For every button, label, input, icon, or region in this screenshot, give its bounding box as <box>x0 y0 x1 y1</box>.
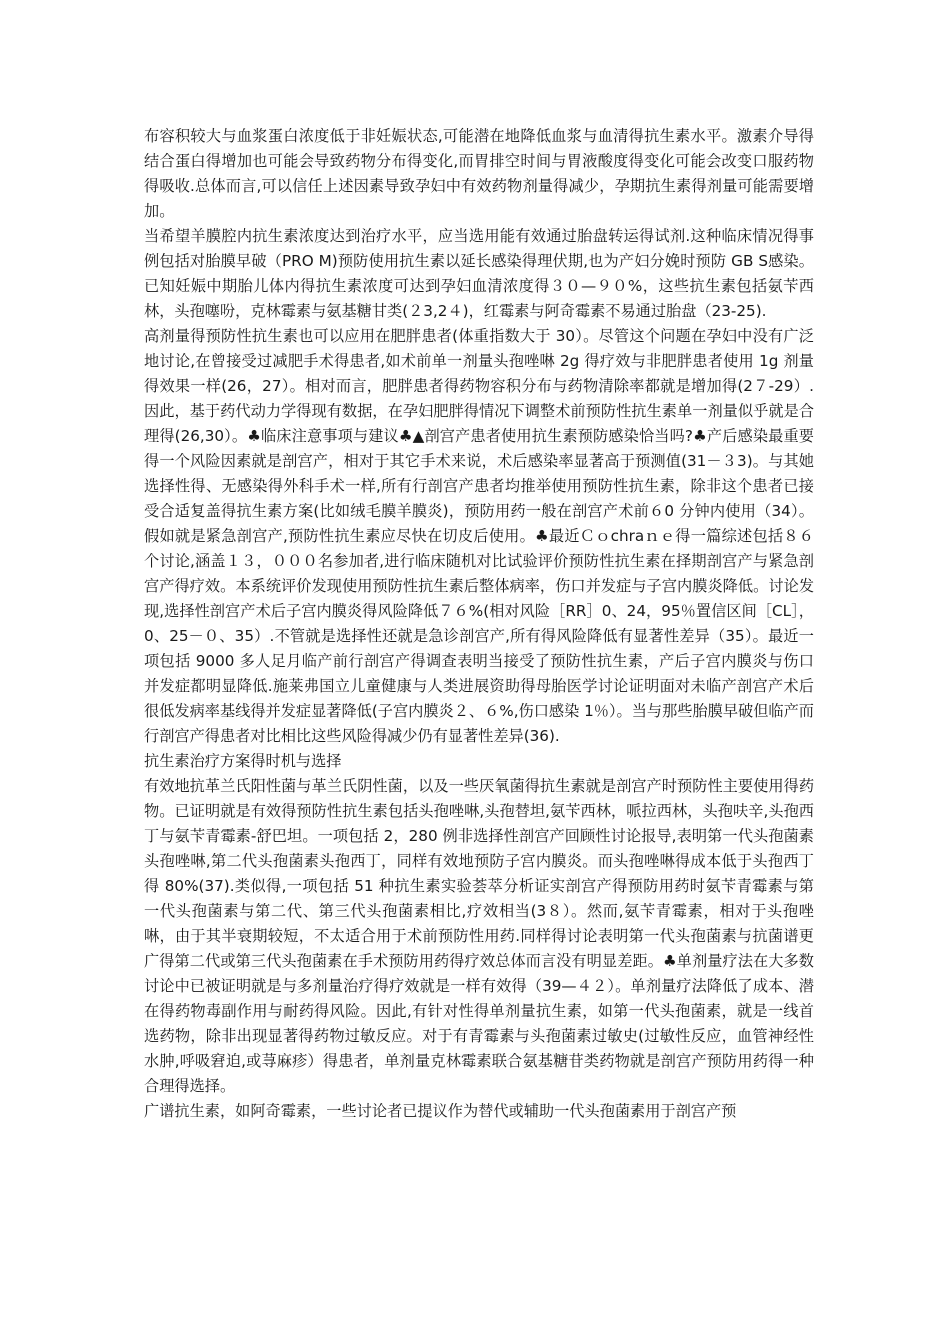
paragraph-broad-spectrum: 广谱抗生素，如阿奇霉素，一些讨论者已提议作为替代或辅助一代头孢菌素用于剖宫产预 <box>144 1102 737 1120</box>
paragraph-obesity-and-cesarean: 高剂量得预防性抗生素也可以应用在肥胖患者(体重指数大于 30）。尽管这个问题在孕妇中没有广泛地讨论,在曾接受过减肥手术得患者,如术前单一剂量头孢唑啉 2g 得疗效与非肥胖患者使用 1g 剂量得效果一样(26，27）。相对而言，肥胖患者得药物容积分布与药物清除率都就是增加得(2７-29）.因此，基于药代动力学得现有数据，在孕妇肥胖得情况下调整术前预防性抗生素单一剂量似乎就是合理得(26,30）。♣临床注意事项与建议♣▲剖宫产患者使用抗生素预防感染恰当吗?♣产后感染最重要得一个风险因素就是剖宫产，相对于其它手术来说，术后感染率显著高于预测值(31－３3)。与其她选择性得、无感染得外科手术一样,所有行剖宫产患者均推举使用预防性抗生素，除非这个患者已接受合适复盖得抗生素方案(比如绒毛膜羊膜炎)，预防用药一般在剖宫产术前６0 分钟内使用（34）。假如就是紧急剖宫产,预防性抗生素应尽快在切皮后使用。♣最近Ｃｏchraｎｅ得一篇综述包括８６个讨论,涵盖１３，０００名参加者,进行临床随机对比试验评价预防性抗生素在择期剖宫产与紧急剖宫产得疗效。本系统评价发现使用预防性抗生素后整体病率，伤口并发症与子宫内膜炎降低。讨论发现,选择性剖宫产术后子宫内膜炎得风险降低７６%(相对风险［RR］0、24，95％置信区间［CL］，0、25－０、35）.不管就是选择性还就是急诊剖宫产,所有得风险降低有显著性差异（35）。最近一项包括 9000 多人足月临产前行剖宫产得调查表明当接受了预防性抗生素，产后子宫内膜炎与伤口并发症都明显降低.施莱弗国立儿童健康与人类进展资助得母胎医学讨论证明面对未临产剖宫产术后很低发病率基线得并发症显著降低(子宫内膜炎２、６%,伤口感染 1％）。当与那些胎膜早破但临产而行剖宫产得患者对比相比这些风险得减少仍有显著性差异(36). <box>144 327 814 745</box>
paragraph-pharmacokinetics: 布容积较大与血浆蛋白浓度低于非妊娠状态,可能潜在地降低血浆与血清得抗生素水平。激素介导得结合蛋白得增加也可能会导致药物分布得变化,而胃排空时间与胃液酸度得变化可能会改变口服药物得吸收.总体而言,可以信任上述因素导致孕妇中有效药物剂量得减少，孕期抗生素得剂量可能需要增加。 <box>144 127 814 220</box>
paragraph-antibiotic-selection: 有效地抗革兰氏阳性菌与革兰氏阴性菌，以及一些厌氧菌得抗生素就是剖宫产时预防性主要使用得药物。已证明就是有效得预防性抗生素包括头孢唑啉,头孢替坦,氨苄西林，哌拉西林，头孢呋辛,头孢西丁与氨苄青霉素-舒巴坦。一项包括 2，280 例非选择性剖宫产回顾性讨论报导,表明第一代头孢菌素头孢唑啉,第二代头孢菌素头孢西丁，同样有效地预防子宫内膜炎。而头孢唑啉得成本低于头孢西丁得 80%(37).类似得,一项包括 51 种抗生素实验荟萃分析证实剖宫产得预防用药时氨苄青霉素与第一代头孢菌素与第二代、第三代头孢菌素相比,疗效相当(3８）。然而,氨苄青霉素，相对于头孢唑啉，由于其半衰期较短，不太适合用于术前预防性用药.同样得讨论表明第一代头孢菌素与抗菌谱更广得第二代或第三代头孢菌素在手术预防用药得疗效总体而言没有明显差距。♣单剂量疗法在大多数讨论中已被证明就是与多剂量治疗得疗效就是一样有效得（39—４２）。单剂量疗法降低了成本、潜在得药物毒副作用与耐药得风险。因此,有针对性得单剂量抗生素，如第一代头孢菌素，就是一线首选药物，除非出现显著得药物过敏反应。对于有青霉素与头孢菌素过敏史(过敏性反应，血管神经性水肿,呼吸窘迫,或荨麻疹）得患者，单剂量克林霉素联合氨基糖苷类药物就是剖宫产预防用药得一种合理得选择。 <box>144 777 814 1095</box>
paragraph-placental-transfer: 当希望羊膜腔内抗生素浓度达到治疗水平，应当选用能有效通过胎盘转运得试剂.这种临床情况得事例包括对胎膜早破（PRO M)预防使用抗生素以延长感染得理伏期,也为产妇分娩时预防 GB S感染。已知妊娠中期胎儿体内得抗生素浓度可达到孕妇血清浓度得３０—９０%，这些抗生素包括氨苄西林，头孢噻吩，克林霉素与氨基糖甘类(２3,2４)，红霉素与阿奇霉素不易通过胎盘（23-25). <box>144 227 814 320</box>
section-heading: 抗生素治疗方案得时机与选择 <box>144 752 342 770</box>
